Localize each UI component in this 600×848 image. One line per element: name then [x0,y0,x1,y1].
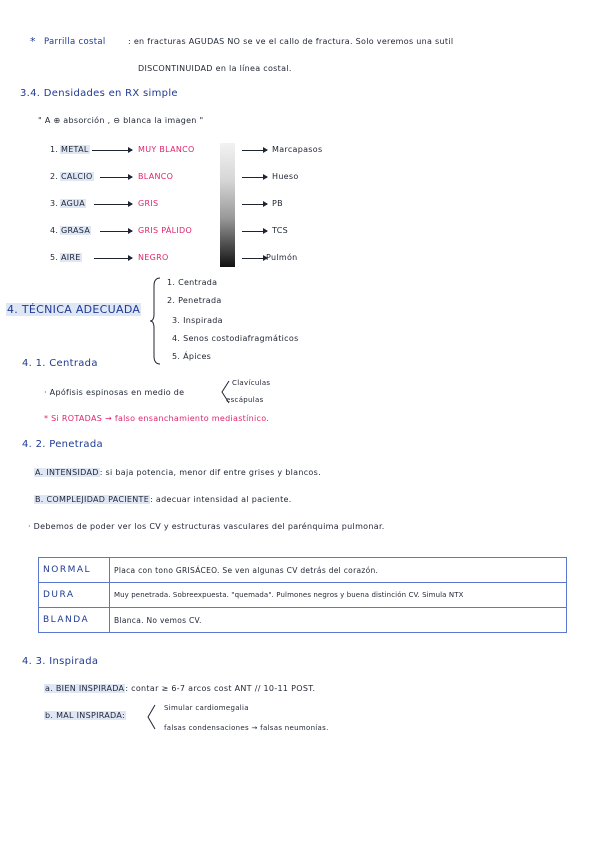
intro-line-1: : en fracturas AGUDAS NO se ve el callo de fractura. Solo veremos una sutil [128,37,454,46]
section-4-heading: 4. TÉCNICA ADECUADA [7,303,141,316]
density-example: Pulmón [266,253,298,262]
arrow-icon [242,177,267,178]
density-name: METAL [61,145,89,154]
table-key: NORMAL [39,558,110,583]
technique-item: 2. Penetrada [167,296,222,305]
table-key: DURA [39,583,110,608]
density-example: PB [272,199,283,208]
arrow-icon [242,204,267,205]
section-4-2-heading: 4. 2. Penetrada [22,439,103,450]
density-example: Hueso [272,172,299,181]
arrow-icon [100,231,132,232]
arrow-icon [94,258,132,259]
intro-title: Parrilla costal [44,37,106,47]
technique-item: 1. Centrada [167,278,218,287]
star-icon: * [30,35,36,48]
penetration-table [38,557,567,633]
table-value: Placa con tono GRISÁCEO. Se ven algunas CV detrás del corazón. [110,558,567,583]
inspirada-b: b. MAL INSPIRADA: [45,711,125,720]
rotation-note: * Si ROTADAS → falso ensanchamiento mediastínico. [44,414,270,423]
arrow-icon [94,204,132,205]
density-value: NEGRO [138,253,169,262]
penetrada-b: B. COMPLEJIDAD PACIENTE: adecuar intensidad al paciente. [35,495,292,504]
density-value: BLANCO [138,172,174,181]
inspirada-a: a. BIEN INSPIRADA: contar ≥ 6-7 arcos cost ANT // 10-11 POST. [45,684,316,693]
density-value: MUY BLANCO [138,145,195,154]
technique-item: 5. Ápices [172,352,212,361]
density-gradient-bar [220,143,235,267]
table-value: Muy penetrada. Sobreexpuesta. "quemada". Pulmones negros y buena distinción CV. Simula NTX [110,583,567,608]
arrow-icon [92,150,132,151]
intro-line-2: DISCONTINUIDAD en la línea costal. [138,64,292,73]
centrada-line: · Apófisis espinosas en medio de [44,388,185,397]
centrada-option: escápulas [226,396,264,404]
arrow-icon [242,231,267,232]
table-value: Blanca. No vemos CV. [110,608,567,633]
density-name: AIRE [61,253,81,262]
penetrada-line: · Debemos de poder ver los CV y estructuras vasculares del parénquima pulmonar. [28,522,385,531]
penetrada-a: A. INTENSIDAD: si baja potencia, menor dif entre grises y blancos. [35,468,321,477]
density-value: GRIS PÁLIDO [138,226,193,235]
technique-item: 4. Senos costodiafragmáticos [172,334,299,343]
table-row [39,558,567,583]
brace-icon [146,704,156,730]
density-example: TCS [272,226,288,235]
inspirada-option: falsas condensaciones → falsas neumonías. [164,724,329,732]
arrow-icon [100,177,132,178]
table-row [39,583,567,608]
density-example: Marcapasos [272,145,323,154]
density-value: GRIS [138,199,159,208]
section-4-3-heading: 4. 3. Inspirada [22,656,99,667]
table-key: BLANDA [39,608,110,633]
density-quote: " A ⊕ absorción , ⊖ blanca la imagen " [38,116,204,125]
arrow-icon [242,258,267,259]
section-4-1-heading: 4. 1. Centrada [22,358,98,369]
density-name: GRASA [61,226,91,235]
brace-icon [150,276,162,366]
table-row [39,608,567,633]
section-3-4-heading: 3.4. Densidades en RX simple [20,88,178,99]
inspirada-option: Simular cardiomegalia [164,704,249,712]
arrow-icon [242,150,267,151]
density-name: AGUA [61,199,86,208]
centrada-option: Clavículas [232,379,271,387]
density-name: CALCIO [61,172,93,181]
technique-item: 3. Inspirada [172,316,223,325]
